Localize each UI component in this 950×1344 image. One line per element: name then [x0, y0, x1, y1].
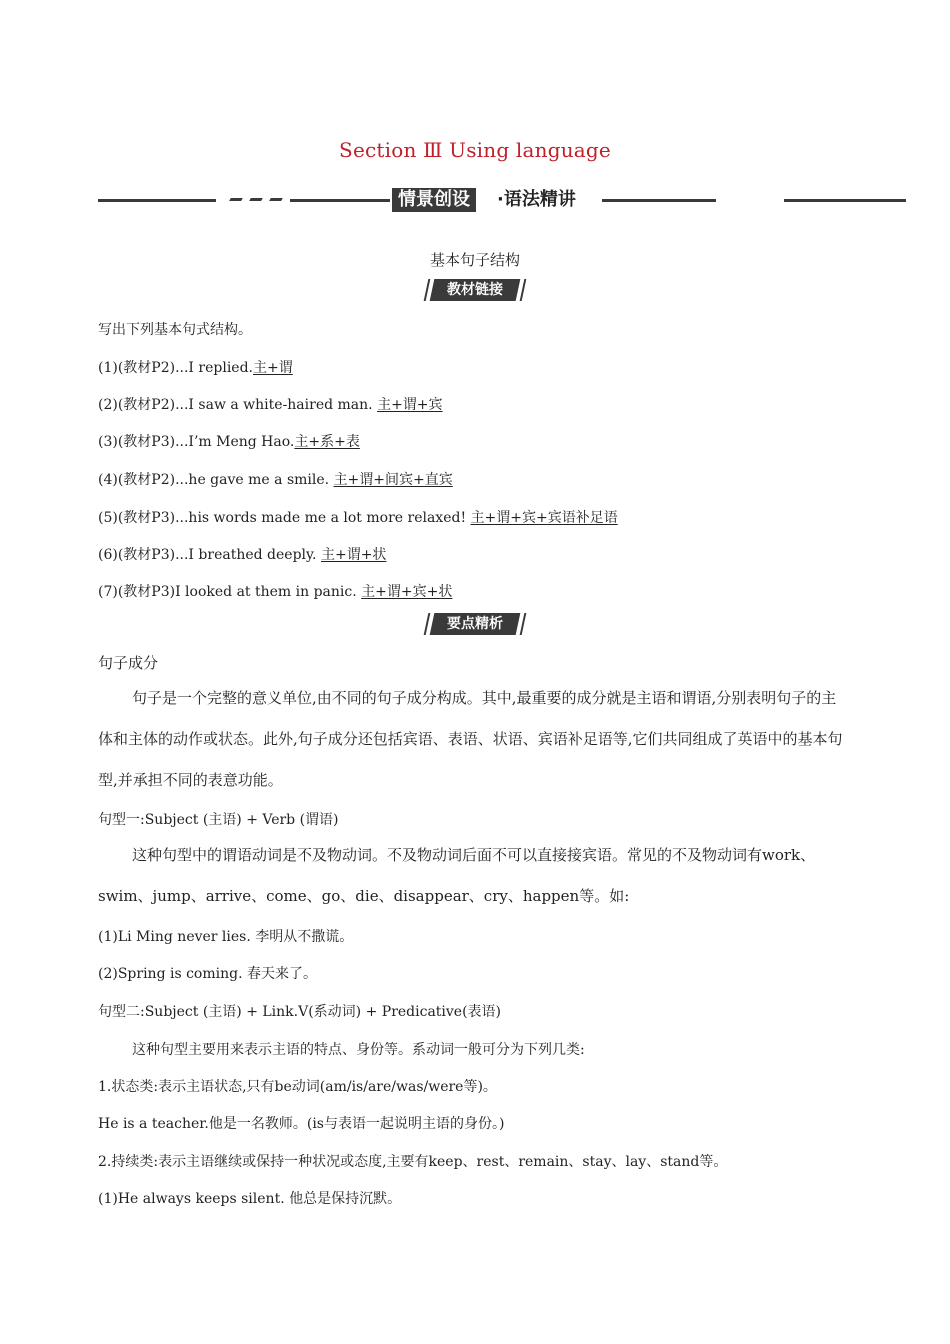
exercise-5: (5)(教材P3)...his words made me a lot more relaxed! 主+谓+宾+宾语补足语 [98, 510, 618, 526]
answer: 主+谓+宾+状 [361, 584, 453, 600]
banner-line-mid [290, 199, 390, 202]
answer: 主+谓+宾+宾语补足语 [470, 510, 618, 526]
exercise-2: (2)(教材P2)...I saw a white-haired man. 主+谓+宾 [98, 397, 443, 413]
banner-rest: ·语法精讲 [497, 189, 576, 210]
page-title: Section Ⅲ Using language [339, 138, 611, 162]
answer: 主+系+表 [294, 434, 360, 450]
pattern2-heading: 句型二:Subject (主语) + Link.V(系动词) + Predicative(表语) [98, 1004, 502, 1020]
answer: 主+谓 [253, 360, 293, 376]
exercise-7: (7)(教材P3)I looked at them in panic. 主+谓+宾+状 [98, 584, 453, 600]
exercise-3: (3)(教材P3)...I’m Meng Hao.主+系+表 [98, 434, 360, 450]
answer: 主+谓+间宾+直宾 [333, 472, 453, 488]
exercise-1: (1)(教材P2)...I replied.主+谓 [98, 360, 293, 376]
section-heading: 句子成分 [98, 654, 159, 672]
exercise-6: (6)(教材P3)...I breathed deeply. 主+谓+状 [98, 547, 387, 563]
banner-line-left [98, 199, 216, 202]
section-banner [98, 186, 906, 214]
banner-line-far-right [784, 199, 906, 202]
banner-dash [229, 198, 243, 201]
subtitle: 基本句子结构 [429, 251, 520, 269]
pattern1-paragraph: 这种句型中的谓语动词是不及物动词。不及物动词后面不可以直接接宾语。常见的不及物动词有work、swim、jump、arrive、come、go、die、disappear、cry、happen等。如: [98, 846, 816, 905]
tag-key-points: 要点精析 [426, 613, 524, 635]
pattern1-example-2: (2)Spring is coming. 春天来了。 [98, 966, 317, 982]
tag-textbook-link: 教材链接 [426, 279, 524, 301]
exercise-4: (4)(教材P2)...he gave me a smile. 主+谓+间宾+直宾 [98, 472, 453, 488]
pattern1-heading: 句型一:Subject (主语) + Verb (谓语) [98, 812, 339, 828]
type2-example: (1)He always keeps silent. 他总是保持沉默。 [98, 1191, 402, 1207]
banner-line-right [602, 199, 716, 202]
answer: 主+谓+状 [320, 547, 387, 563]
type2: 2.持续类:表示主语继续或保持一种状况或态度,主要有keep、rest、remain、stay、lay、stand等。 [98, 1154, 728, 1170]
type1: 1.状态类:表示主语状态,只有be动词(am/is/are/was/were等)。 [98, 1079, 497, 1095]
pattern2-paragraph: 这种句型主要用来表示主语的特点、身份等。系动词一般可分为下列几类: [132, 1042, 585, 1058]
banner-dash [269, 198, 283, 201]
type1-example: He is a teacher.他是一名教师。(is与表语一起说明主语的身份。) [98, 1116, 505, 1132]
banner-dash [249, 198, 263, 201]
answer: 主+谓+宾 [377, 397, 443, 413]
paragraph-intro: 句子是一个完整的意义单位,由不同的句子成分构成。其中,最重要的成分就是主语和谓语,分别表明句子的主体和主体的动作或状态。此外,句子成分还包括宾语、表语、状语、宾语补足语等,它们共同组成了英语中的基本句型,并承担不同的表意功能。 [98, 689, 843, 789]
banner-box: 情景创设 [392, 188, 476, 212]
pattern1-example-1: (1)Li Ming never lies. 李明从不撒谎。 [98, 929, 354, 945]
instruction: 写出下列基本句式结构。 [98, 322, 252, 338]
